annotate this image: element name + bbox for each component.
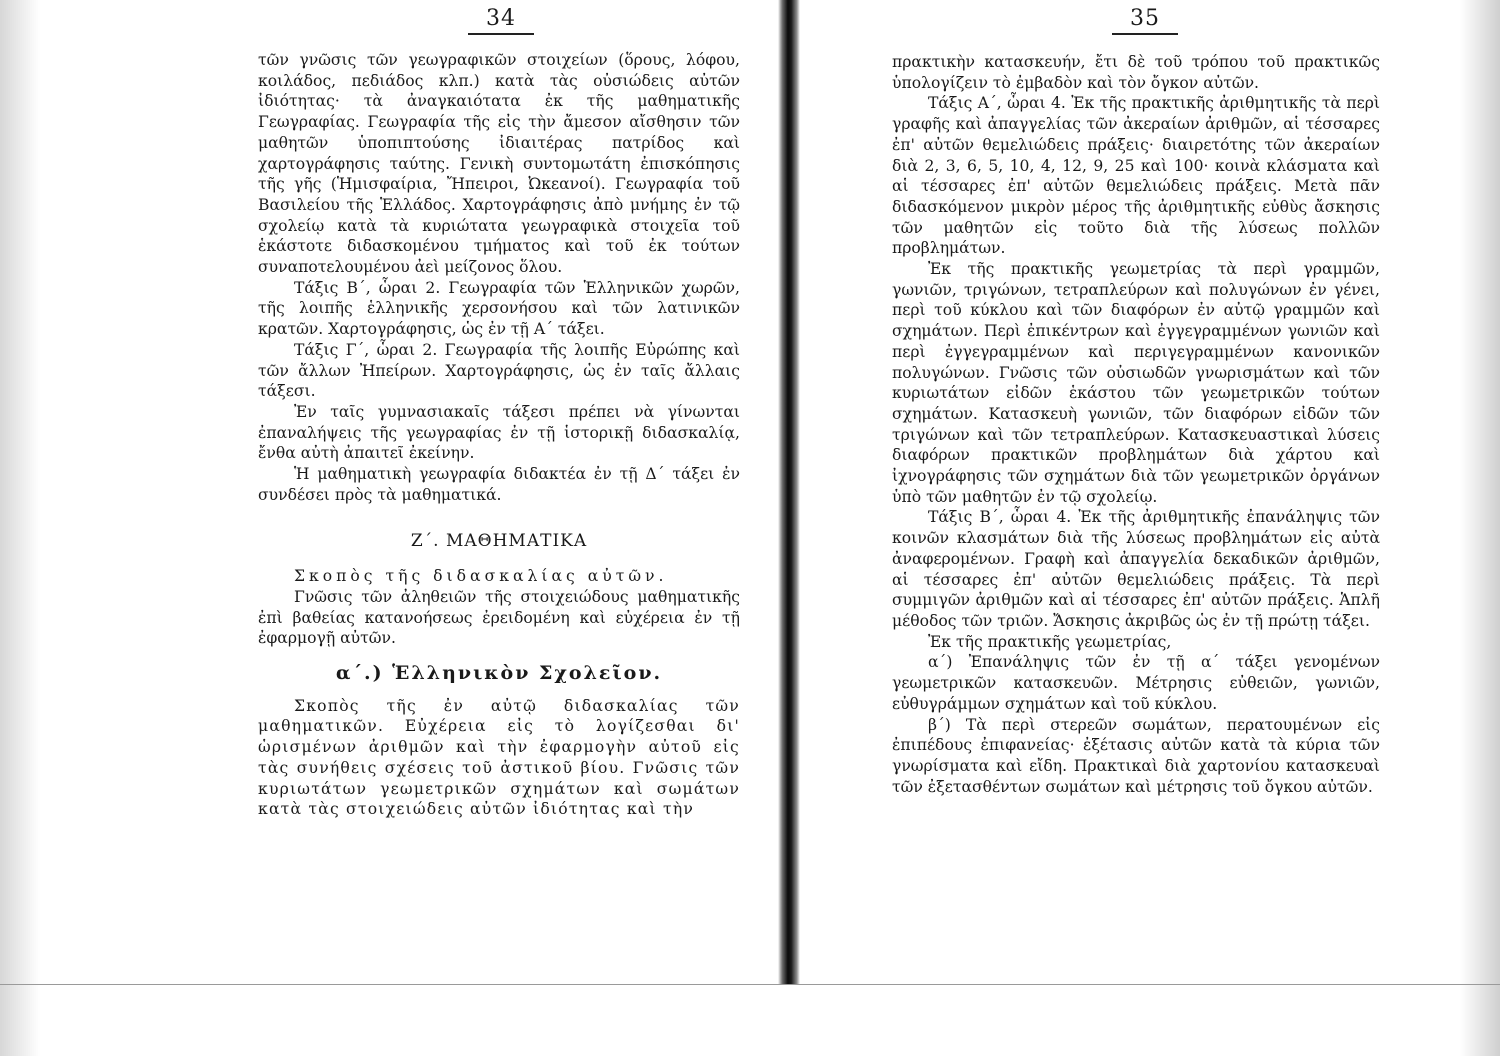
- paragraph: Γνῶσις τῶν ἀληθειῶν τῆς στοιχειώδους μαθηματικῆς ἐπὶ βαθείας κατανοήσεως ἐρειδομένη καὶ εὐχέρεια ἐν τῇ ἐφαρμογῇ αὐτῶν.: [258, 587, 740, 648]
- paragraph: Τάξις Γ΄, ὧραι 2. Γεωγραφία τῆς λοιπῆς Εὐρώπης καὶ τῶν ἄλλων Ἠπείρων. Χαρτογράφησις, ὡς ἐν ταῖς ἄλλαις τάξεσι.: [258, 340, 740, 401]
- paragraph: Ἡ μαθηματικὴ γεωγραφία διδακτέα ἐν τῇ Δ΄ τάξει ἐν συνδέσει πρὸς τὰ μαθηματικά.: [258, 465, 740, 504]
- paragraph: Τάξις Α΄, ὧραι 4. Ἐκ τῆς πρακτικῆς ἀριθμητικῆς τὰ περὶ γραφῆς καὶ ἀπαγγελίας τῶν ἀκεραίων ἀριθμῶν, αἱ τέσσαρες ἐπ' αὐτῶν θεμελιώδεις πράξεις· διαιρετότης τῶν ἀκεραίων διὰ 2, 3, 6, 5, 10, 4, 12, 9, 25 καὶ 100· κοινὰ κλάσματα καὶ αἱ τέσσαρες ἐπ' αὐτῶν θεμελιώδεις πράξεις. Μετὰ πᾶν διδασκόμενον μικρὸν μέρος τῆς ἀριθμητικῆς εὐθὺς ἄσκησις τῶν μαθητῶν εἰς τοῦτο διὰ τῆς λύσεως πολλῶν προβλημάτων.: [892, 94, 1380, 258]
- section-heading: Ζ΄. ΜΑΘΗΜΑΤΙΚΑ: [410, 531, 588, 552]
- paragraph: β΄) Τὰ περὶ στερεῶν σωμάτων, περατουμένων εἰς ἐπιπέδους ἐπιφανείας· ἐξέτασις αὐτῶν κατὰ τὰ κύρια τῶν γνωρίσματα καὶ εἴδη. Πρακτικαὶ διὰ χαρτονίου κατασκευαὶ τῶν ἐξετασθέντων σωμάτων καὶ μέτρησις τοῦ ὄγκου αὐτῶν.: [892, 715, 1380, 796]
- scan-bottom-edge: [0, 984, 1500, 985]
- paragraph: Ἐν ταῖς γυμνασιακαῖς τάξεσι πρέπει νὰ γίνωνται ἐπαναλήψεις τῆς γεωγραφίας ἐν τῇ ἱστορικῇ διδασκαλίᾳ, ἔνθα αὐτὴ ἀπαιτεῖ ἐκείνην.: [258, 402, 740, 463]
- paragraph: Ἐκ τῆς πρακτικῆς γεωμετρίας τὰ περὶ γραμμῶν, γωνιῶν, τριγώνων, τετραπλεύρων καὶ πολυγώνων ἐν γένει, περὶ τοῦ κύκλου καὶ τῶν διαφόρων ἐν αὐτῷ γραμμῶν καὶ σχημάτων. Περὶ ἐπικέντρων καὶ ἐγγεγραμμένων γωνιῶν καὶ περὶ ἐγγεγραμμένων καὶ περιγεγραμμένων κανονικῶν πολυγώνων. Γνῶσις τῶν οὐσιωδῶν γνωρισμάτων καὶ τῶν κυριωτάτων εἰδῶν ἑκάστου τῶν γεωμετρικῶν τούτων σχημάτων. Κατασκευὴ γωνιῶν, τῶν διαφόρων εἰδῶν τῶν τριγώνων καὶ τῶν τετραπλεύρων. Κατασκευαστικαὶ λύσεις διαφόρων πρακτικῶν προβλημάτων διὰ χάρτου καὶ ἰχνογράφησις τῶν σχημάτων διὰ τῶν γεωμετρικῶν ὀργάνων ὑπὸ τῶν μαθητῶν ἐν τῷ σχολείῳ.: [892, 260, 1380, 506]
- paragraph: τῶν γνῶσις τῶν γεωγραφικῶν στοιχείων (ὅρους, λόφου, κοιλάδος, πεδιάδος κλπ.) κατὰ τὰς οὐσιώδεις αὐτῶν ἰδιότητας· τὰ ἀναγκαιότατα ἐκ τῆς μαθηματικῆς Γεωγραφίας. Γεωγραφία τῆς εἰς τὴν ἄμεσον αἴσθησιν τῶν μαθητῶν ὑποπιπτούσης ἰδιαιτέρας πατρίδος καὶ χαρτογράφησις ταύτης. Γενικὴ συντομωτάτη ἐπισκόπησις τῆς γῆς (Ἡμισφαίρια, Ἤπειροι, Ὠκεανοί). Γεωγραφία τοῦ Βασιλείου τῆς Ἑλλάδος. Χαρτογράφησις ἀπὸ μνήμης ἐν τῷ σχολείῳ κατὰ τὰ κυριώτατα γεωγραφικὰ στοιχεῖα τοῦ ἑκάστοτε διδασκομένου τμήματος καὶ τοῦ ἐκ τούτων συναποτελουμένου ἀεὶ μείζονος ὅλου.: [258, 51, 740, 277]
- subheading: Σκοπὸς τῆς διδασκαλίας αὐτῶν.: [294, 567, 668, 586]
- school-heading: α΄.) Ἑλληνικὸν Σχολεῖον.: [335, 661, 663, 684]
- book-gutter: [778, 0, 800, 985]
- paragraph: α΄) Ἐπανάληψις τῶν ἐν τῇ α΄ τάξει γενομένων γεωμετρικῶν κατασκευῶν. Μέτρησις εὐθειῶν, γωνιῶν, εὐθυγράμμων σχημάτων καὶ τοῦ κύκλου.: [892, 653, 1380, 713]
- paragraph: Σκοπὸς τῆς ἐν αὐτῷ διδασκαλίας τῶν μαθηματικῶν. Εὐχέρεια εἰς τὸ λογίζεσθαι δι' ὡρισμένων ἀριθμῶν καὶ τὴν ἐφαρμογὴν αὐτοῦ εἰς τὰς συνήθεις σχέσεις τοῦ ἀστικοῦ βίου. Γνῶσις τῶν κυριωτάτων γεωμετρικῶν σχημάτων καὶ σωμάτων κατὰ τὰς στοιχειώδεις αὐτῶν ἰδιότητας καὶ τὴν: [258, 696, 740, 819]
- page-number-right: 35: [1112, 6, 1178, 35]
- left-page-text: [258, 50, 740, 820]
- page-edge-left: [0, 0, 40, 1056]
- paragraph: πρακτικὴν κατασκευήν, ἔτι δὲ τοῦ τρόπου τοῦ πρακτικῶς ὑπολογίζειν τὸ ἐμβαδὸν καὶ τὸν ὄγκον αὐτῶν.: [892, 53, 1380, 92]
- paragraph: Τάξις Β΄, ὧραι 4. Ἐκ τῆς ἀριθμητικῆς ἐπανάληψις τῶν κοινῶν κλασμάτων διὰ τῆς λύσεως προβλημάτων εἰς αὐτὰ ἀναφερομένων. Γραφὴ καὶ ἀπαγγελία δεκαδικῶν ἀριθμῶν, αἱ τέσσαρες ἐπ' αὐτῶν θεμελιώδεις πράξεις. Τὰ περὶ συμμιγῶν ἀριθμῶν καὶ αἱ τέσσαρες ἐπ' αὐτῶν πράξεις. Ἁπλῆ μέθοδος τῶν τριῶν. Ἄσκησις ἀκριβῶς ὡς ἐν τῇ πρώτῃ τάξει.: [892, 508, 1380, 630]
- page-edge-right: [1460, 0, 1500, 1056]
- right-page-text: [892, 52, 1380, 797]
- paragraph: Ἐκ τῆς πρακτικῆς γεωμετρίας,: [928, 632, 1172, 651]
- paragraph: Τάξις Β΄, ὧραι 2. Γεωγραφία τῶν Ἑλληνικῶν χωρῶν, τῆς λοιπῆς ἑλληνικῆς χερσονήσου καὶ τῶν λατινικῶν κρατῶν. Χαρτογράφησις, ὡς ἐν τῇ Α΄ τάξει.: [258, 278, 740, 339]
- page-number-left: 34: [468, 6, 534, 35]
